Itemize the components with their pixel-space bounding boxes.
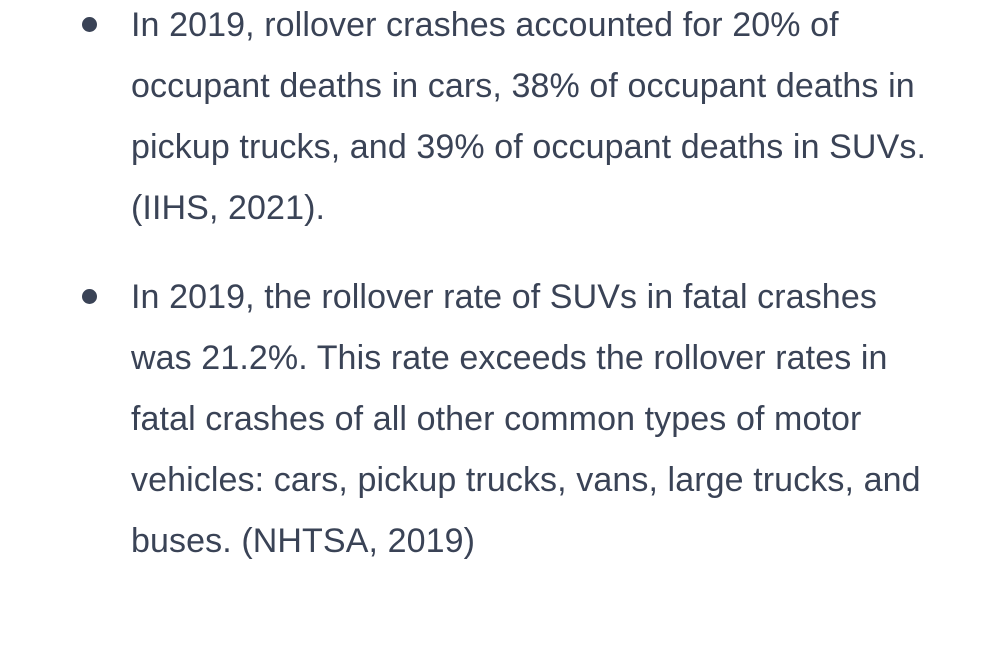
bullet-text: In 2019, rollover crashes accounted for 20% of occupant deaths in cars, 38% of occupant deaths in pickup trucks, and 39% of occupant deaths in SUVs. (IIHS, 2021).: [131, 6, 927, 227]
bullet-dot-icon: [82, 289, 97, 304]
bullet-text: In 2019, the rollover rate of SUVs in fatal crashes was 21.2%. This rate exceeds the rollover rates in fatal crashes of all other common types of motor vehicles: cars, pickup trucks, vans, large trucks, and buses. (NHTSA, 2019): [131, 278, 921, 560]
bullet-dot-icon: [82, 17, 97, 32]
list-item: [0, 0, 1000, 239]
list-item: [0, 267, 1000, 572]
